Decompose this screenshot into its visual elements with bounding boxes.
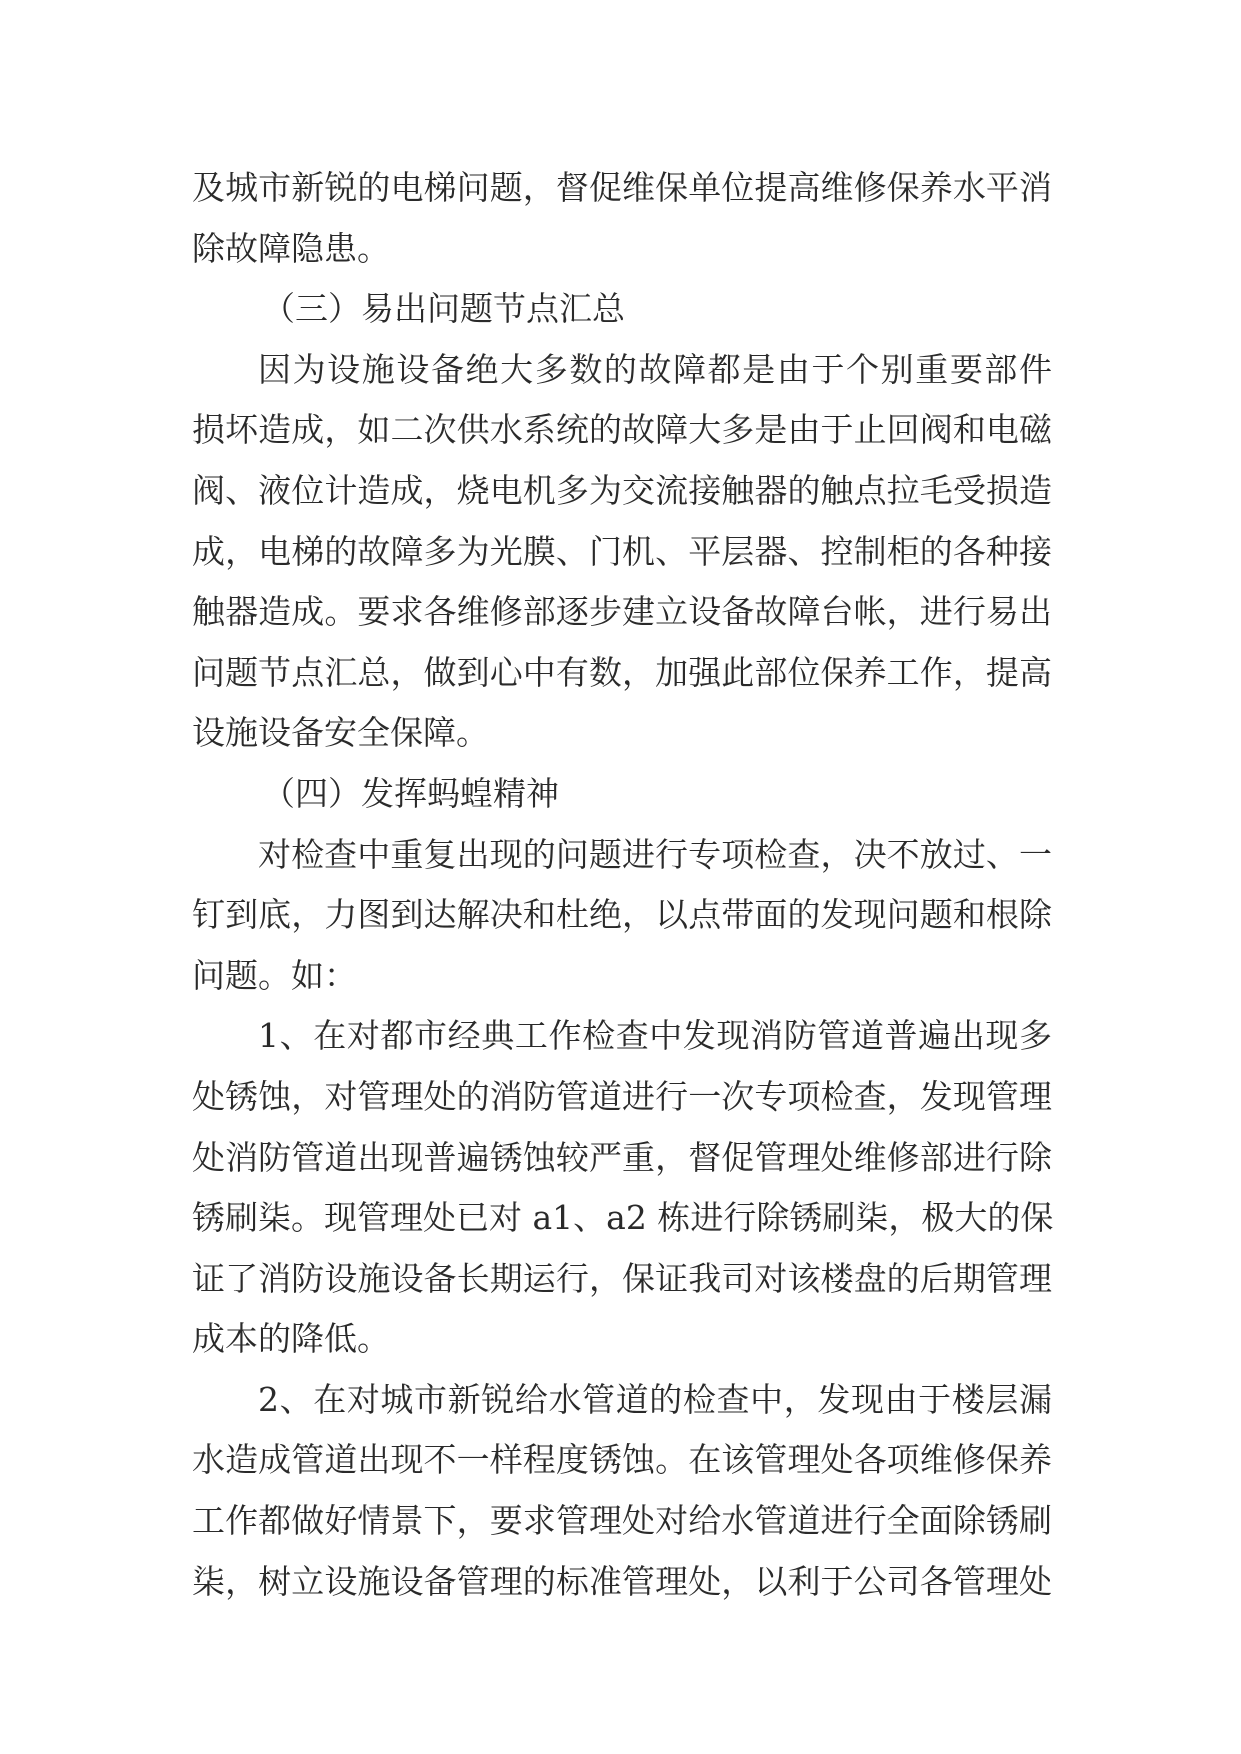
paragraph-line: 及城市新锐的电梯问题，督促维保单位提高维修保养水平消 bbox=[192, 168, 1052, 207]
paragraph-line: 触器造成。要求各维修部逐步建立设备故障台帐，进行易出 bbox=[192, 592, 1052, 632]
paragraph-line: 处锈蚀，对管理处的消防管道进行一次专项检查，发现管理 bbox=[192, 1076, 1052, 1116]
paragraph-line: 成本的降低。 bbox=[192, 1319, 390, 1359]
paragraph-line: 钉到底，力图到达解决和杜绝，以点带面的发现问题和根除 bbox=[192, 895, 1052, 935]
paragraph-line: 柒，树立设施设备管理的标准管理处，以利于公司各管理处 bbox=[192, 1561, 1052, 1601]
section-heading-four: （四）发挥蚂蝗精神 bbox=[262, 773, 559, 813]
section-heading-three: （三）易出问题节点汇总 bbox=[262, 289, 625, 329]
paragraph-line: 因为设施设备绝大多数的故障都是由于个别重要部件 bbox=[258, 349, 1052, 389]
paragraph-line: 处消防管道出现普遍锈蚀较严重，督促管理处维修部进行除 bbox=[192, 1137, 1052, 1177]
paragraph-line: 证了消防设施设备长期运行，保证我司对该楼盘的后期管理 bbox=[192, 1258, 1052, 1298]
paragraph-line: 问题。如： bbox=[192, 955, 357, 995]
paragraph-line: 对检查中重复出现的问题进行专项检查，决不放过、一 bbox=[258, 834, 1052, 874]
paragraph-line: 工作都做好情景下，要求管理处对给水管道进行全面除锈刷 bbox=[192, 1501, 1052, 1541]
document-body bbox=[192, 158, 1052, 1612]
list-item-2-line: 2、在对城市新锐给水管道的检查中，发现由于楼层漏 bbox=[258, 1379, 1052, 1419]
paragraph-line: 阀、液位计造成，烧电机多为交流接触器的触点拉毛受损造 bbox=[192, 470, 1052, 510]
list-item-1-line: 1、在对都市经典工作检查中发现消防管道普遍出现多 bbox=[258, 1016, 1052, 1056]
paragraph-line: 除故障隐患。 bbox=[192, 228, 390, 268]
paragraph-line: 损坏造成，如二次供水系统的故障大多是由于止回阀和电磁 bbox=[192, 410, 1052, 450]
paragraph-line: 设施设备安全保障。 bbox=[192, 713, 489, 753]
paragraph-line: 锈刷柒。现管理处已对 a1、a2 栋进行除锈刷柒，极大的保 bbox=[192, 1198, 1054, 1238]
paragraph-line: 水造成管道出现不一样程度锈蚀。在该管理处各项维修保养 bbox=[192, 1440, 1052, 1480]
paragraph-line: 问题节点汇总，做到心中有数，加强此部位保养工作，提高 bbox=[192, 652, 1052, 692]
paragraph-line: 成，电梯的故障多为光膜、门机、平层器、控制柜的各种接 bbox=[192, 531, 1052, 571]
